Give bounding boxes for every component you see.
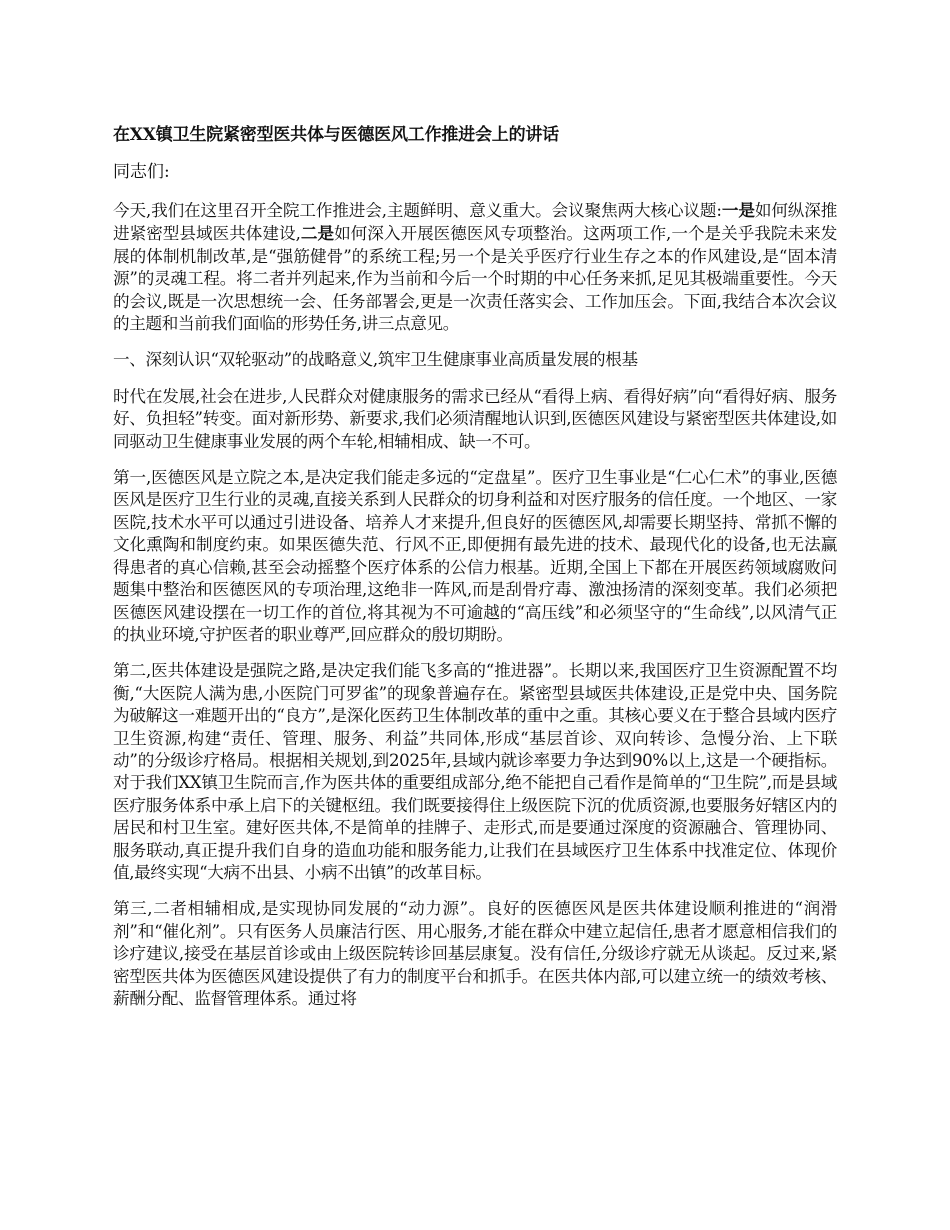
- salutation: 同志们:: [113, 162, 170, 182]
- intro-text-1: 今天,我们在这里召开全院工作推进会,主题鲜明、意义重大。会议聚焦两大核心议题:: [113, 201, 722, 220]
- document-title: 在XX镇卫生院紧密型医共体与医德医风工作推进会上的讲话: [113, 125, 559, 145]
- intro-paragraph: [113, 199, 837, 335]
- body-paragraph: 第三,二者相辅相成,是实现协同发展的“动力源”。良好的医德医风是医共体建设顺利推进的“润滑剂”和“催化剂”。只有医务人员廉洁行医、用心服务,才能在群众中建立起信任,患者才愿意相信我们的诊疗建议,接受在基层首诊或由上级医院转诊回基层康复。没有信任,分级诊疗就无从谈起。反过来,紧密型医共体为医德医风建设提供了有力的制度平台和抓手。在医共体内部,可以建立统一的绩效考核、薪酬分配、监督管理体系。通过将: [113, 899, 837, 1008]
- document-page: [113, 124, 837, 1024]
- body-paragraph: 第一,医德医风是立院之本,是决定我们能走多远的“定盘星”。医疗卫生事业是“仁心仁术”的事业,医德医风是医疗卫生行业的灵魂,直接关系到人民群众的切身利益和对医疗服务的信任度。一个地区、一家医院,技术水平可以通过引进设备、培养人才来提升,但良好的医德医风,却需要长期坚持、常抓不懈的文化熏陶和制度约束。如果医德失范、行风不正,即便拥有最先进的技术、最现代化的设备,也无法赢得患者的真心信赖,甚至会动摇整个医疗体系的公信力根基。近期,全国上下都在开展医药领域腐败问题集中整治和医德医风的专项治理,这绝非一阵风,而是刮骨疗毒、激浊扬清的深刻变革。我们必须把医德医风建设摆在一切工作的首位,将其视为不可逾越的“高压线”和必须坚守的“生命线”,以风清气正的执业环境,守护医者的职业尊严,回应群众的殷切期盼。: [113, 468, 837, 644]
- intro-text-3: 如何深入开展医德医风专项整治。这两项工作,一个是关乎我院未来发展的体制机制改革,是“强筋健骨”的系统工程;另一个是关乎医疗行业生存之本的作风建设,是“固本清源”的灵魂工程。将二者并列起来,作为当前和今后一个时期的中心任务来抓,足见其极端重要性。今天的会议,既是一次思想统一会、任务部署会,更是一次责任落实会、工作加压会。下面,我结合本次会议的主题和当前我们面临的形势任务,讲三点意见。: [113, 224, 837, 334]
- body-paragraph: 第二,医共体建设是强院之路,是决定我们能飞多高的“推进器”。长期以来,我国医疗卫生资源配置不均衡,“大医院人满为患,小医院门可罗雀”的现象普遍存在。紧密型县域医共体建设,正是党中央、国务院为破解这一难题开出的“良方”,是深化医药卫生体制改革的重中之重。其核心要义在于整合县域内医疗卫生资源,构建“责任、管理、服务、利益”共同体,形成“基层首诊、双向转诊、急慢分治、上下联动”的分级诊疗格局。根据相关规划,到2025年,县域内就诊率要力争达到90%以上,这是一个硬指标。对于我们XX镇卫生院而言,作为医共体的重要组成部分,绝不能把自己看作是简单的“卫生院”,而是县域医疗服务体系中承上启下的关键枢纽。我们既要接得住上级医院下沉的优质资源,也要服务好辖区内的居民和村卫生室。建好医共体,不是简单的挂牌子、走形式,而是要通过深度的资源融合、管理协同、服务联动,真正提升我们自身的造血功能和服务能力,让我们在县域医疗卫生体系中找准定位、体现价值,最终实现“大病不出县、小病不出镇”的改革目标。: [113, 661, 837, 882]
- intro-bold-2: 二是: [300, 223, 335, 244]
- intro-bold-1: 一是: [721, 200, 755, 220]
- intro-text-2: 如何纵深推进紧密型县域医共体建设,: [113, 201, 837, 244]
- section-heading-1: 一、深刻认识“双轮驱动”的战略意义,筑牢卫生健康事业高质量发展的根基: [113, 350, 638, 370]
- body-paragraph: 时代在发展,社会在进步,人民群众对健康服务的需求已经从“看得上病、看得好病”向“看得好病、服务好、负担轻”转变。面对新形势、新要求,我们必须清醒地认识到,医德医风建设与紧密型医共体建设,如同驱动卫生健康事业发展的两个车轮,相辅相成、缺一不可。: [113, 386, 837, 451]
